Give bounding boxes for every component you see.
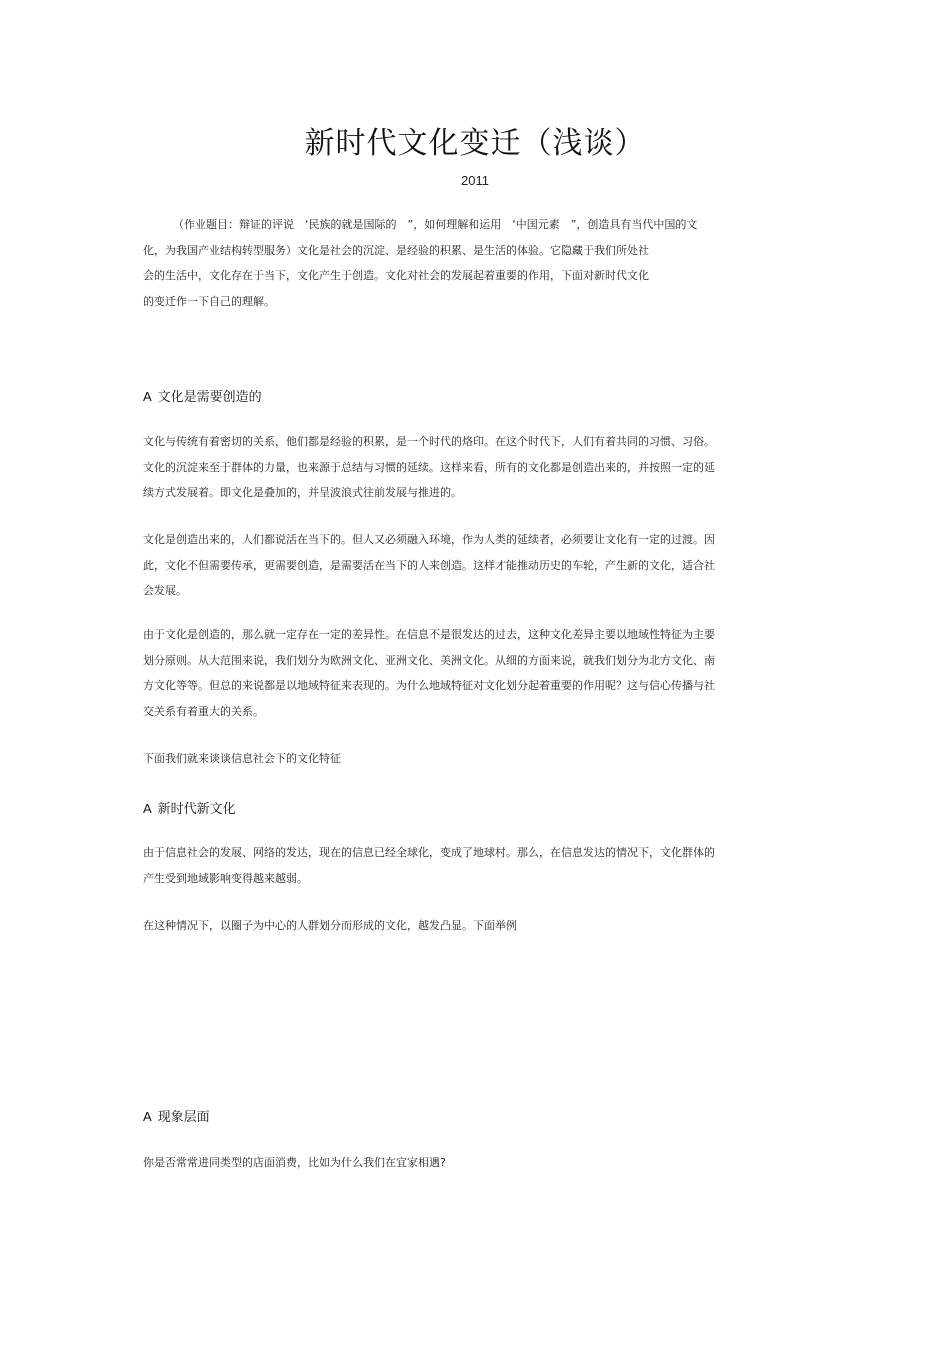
section-marker: A (143, 389, 152, 404)
paragraph-line: 交关系有着重大的关系。 (143, 704, 264, 718)
section-heading-2 (143, 799, 236, 820)
section-marker: A (143, 801, 152, 816)
section1-transition (143, 746, 803, 772)
paragraph-line: 下面我们就来谈谈信息社会下的文化特征 (143, 752, 341, 765)
paragraph-line: 划分原则。从大范围来说，我们划分为欧洲文化、亚洲文化、美洲文化。从细的方面来说，就我们划分为北方文化、南 (143, 653, 715, 667)
section-heading-text: 新时代新文化 (157, 802, 236, 817)
paragraph-line: 产生受到地域影响变得越来越弱。 (143, 871, 308, 885)
section-heading-3 (143, 1107, 210, 1128)
paragraph-line: 在这种情况下，以圈子为中心的人群划分而形成的文化，越发凸显。下面举例 (143, 919, 517, 932)
section1-paragraph-2 (143, 527, 803, 604)
section-heading-1 (143, 387, 262, 408)
paragraph-line: 会发展。 (143, 584, 187, 597)
section3-paragraph-1 (143, 1150, 803, 1176)
intro-line: 会的生活中，文化存在于当下，文化产生于创造。文化对社会的发展起着重要的作用，下面对新时代文化 (143, 269, 649, 282)
section1-paragraph-1 (143, 429, 803, 506)
paragraph-line: 文化与传统有着密切的关系，他们都是经验的积累，是一个时代的烙印。在这个时代下，人们有着共同的习惯、习俗。 (143, 435, 715, 448)
intro-line: （作业题目：辩证的评说 ‘民族的就是国际的 ”，如何理解和运用 ‘中国元素 ”，创造具有当代中国的文 (173, 218, 698, 231)
section-heading-text: 现象层面 (157, 1110, 210, 1125)
intro-paragraph (143, 212, 803, 314)
paragraph-line: 由于文化是创造的，那么就一定存在一定的差异性。在信息不是很发达的过去，这种文化差异主要以地域性特征为主要 (143, 628, 715, 641)
section-marker: A (143, 1109, 152, 1124)
section-heading-text: 文化是需要创造的 (157, 390, 262, 405)
paragraph-line: 文化的沉淀来至于群体的力量，也来源于总结与习惯的延续。这样来看，所有的文化都是创造出来的，并按照一定的延 (143, 460, 715, 474)
intro-line: 化，为我国产业结构转型服务）文化是社会的沉淀、是经验的积累、是生活的体验。它隐藏于我们所处社 (143, 243, 649, 257)
section2-paragraph-2 (143, 913, 803, 939)
document-title: 新时代文化变迁（浅谈） (304, 126, 646, 161)
paragraph-line: 方文化等等。但总的来说都是以地域特征来表现的。为什么地域特征对文化划分起着重要的作用呢？这与信心传播与社 (143, 679, 715, 692)
paragraph-line: 你是否常常进同类型的店面消费，比如为什么我们在宜家相遇? (143, 1156, 446, 1169)
paragraph-line: 文化是创造出来的，人们都说活在当下的。但人又必须融入环境，作为人类的延续者，必须要让文化有一定的过渡。因 (143, 533, 715, 546)
paragraph-line: 由于信息社会的发展、网络的发达，现在的信息已经全球化，变成了地球村。那么，在信息发达的情况下，文化群体的 (143, 846, 715, 859)
section2-paragraph-1 (143, 840, 803, 891)
section1-paragraph-3 (143, 622, 803, 724)
document-year: 2011 (461, 173, 489, 188)
intro-line: 的变迁作一下自己的理解。 (143, 294, 275, 308)
paragraph-line: 此，文化不但需要传承，更需要创造，是需要活在当下的人来创造。这样才能推动历史的车轮，产生新的文化，适合社 (143, 558, 715, 572)
paragraph-line: 续方式发展着。即文化是叠加的，并呈波浪式往前发展与推进的。 (143, 486, 462, 499)
